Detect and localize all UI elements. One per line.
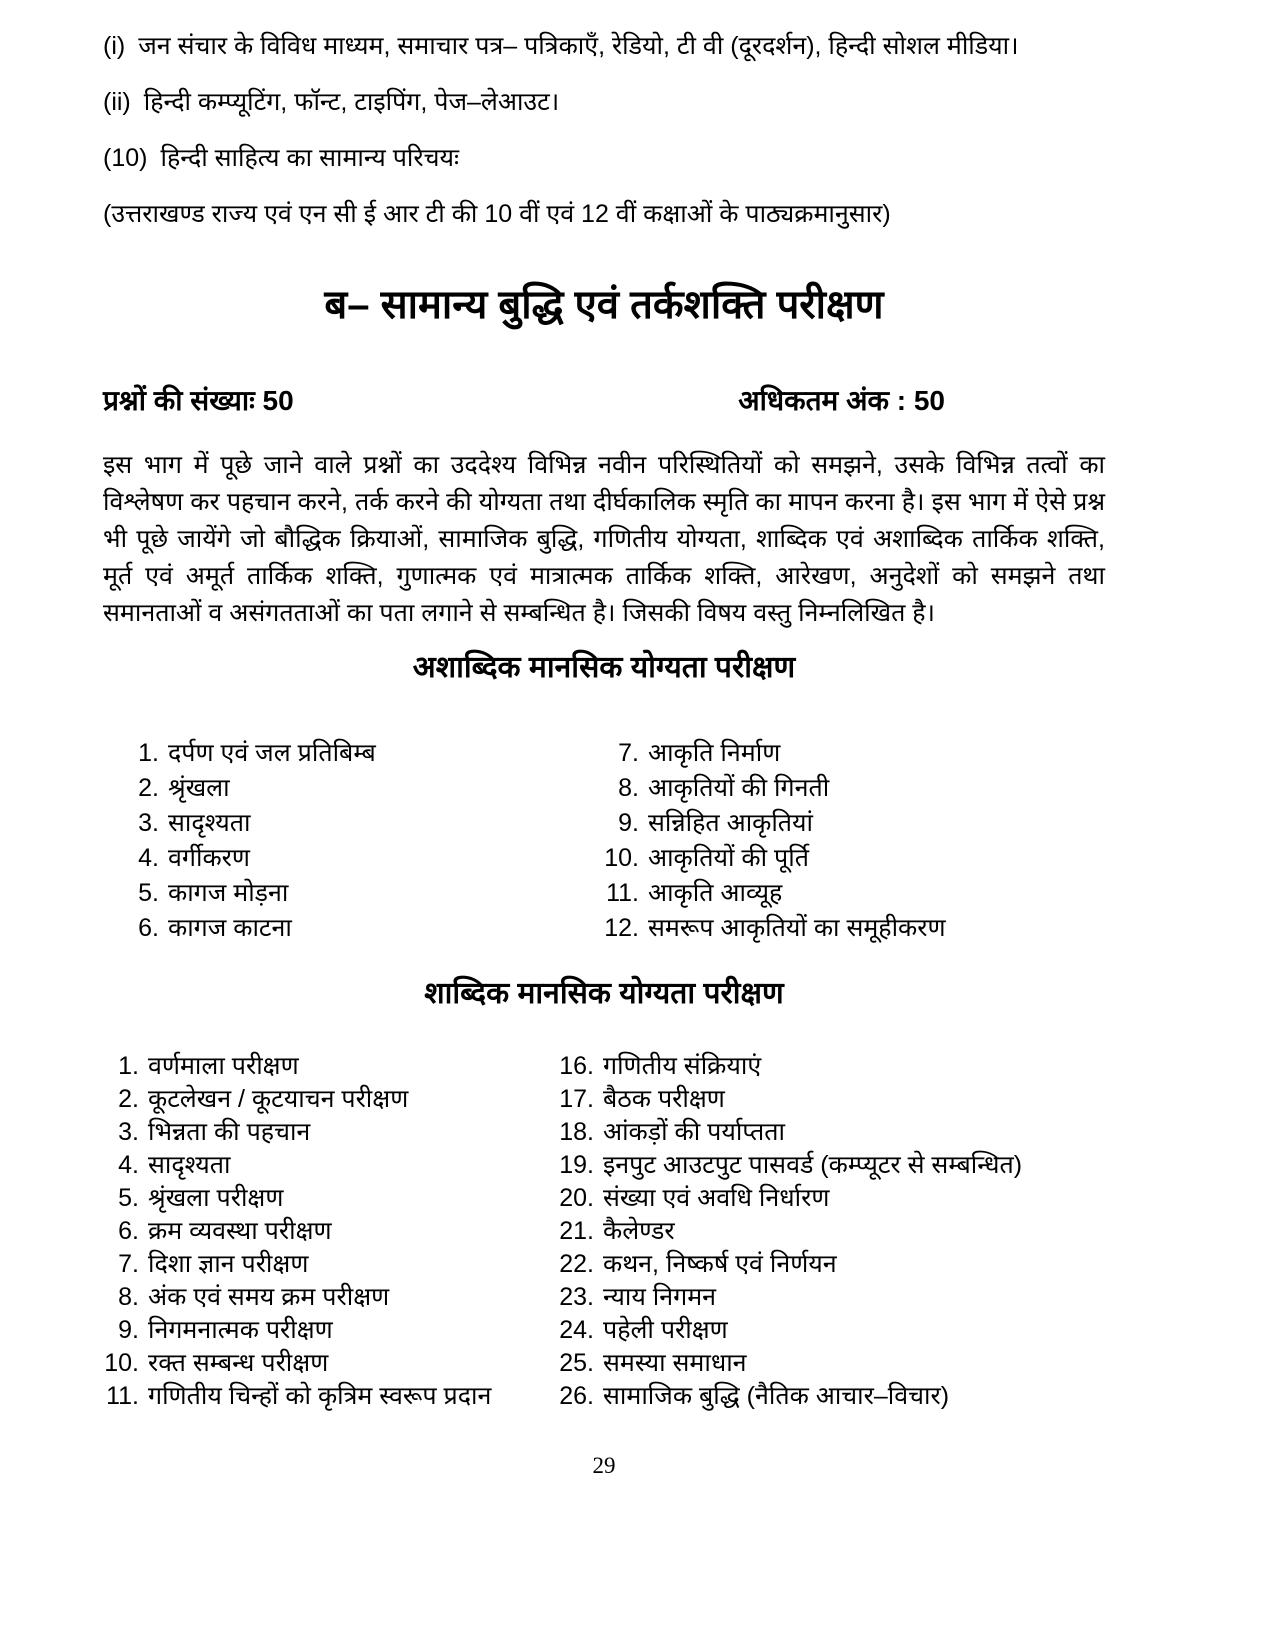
list-item [558, 1281, 1105, 1314]
list-item [603, 841, 1105, 876]
item-number: 11. [606, 879, 639, 907]
item-text: क्रम व्यवस्था परीक्षण [148, 1217, 332, 1245]
item-text: गणितीय चिन्हों को कृत्रिम स्वरूप प्रदान [148, 1382, 492, 1410]
item-text: आकृतियों की गिनती [648, 774, 830, 802]
item-number: 1. [118, 1052, 139, 1080]
item-text: कथन, निष्कर्ष एवं निर्णयन [603, 1250, 837, 1278]
list-item [558, 1083, 1105, 1116]
list-item [603, 806, 1105, 841]
list-item [103, 1050, 558, 1083]
point-text: हिन्दी साहित्य का सामान्य परिचयः [160, 144, 460, 172]
list-item [103, 1116, 558, 1149]
list-item [103, 1083, 558, 1116]
list-item [103, 1281, 558, 1314]
item-text: कूटलेखन / कूटयाचन परीक्षण [148, 1085, 409, 1113]
item-text: पहेली परीक्षण [603, 1316, 728, 1344]
point-marker: (i) [103, 32, 126, 60]
item-text: निगमनात्मक परीक्षण [148, 1316, 333, 1344]
item-number: 10. [104, 1349, 139, 1377]
nonverbal-section-title: अशाब्दिक मानसिक योग्यता परीक्षण [412, 651, 796, 684]
item-text: रक्त सम्बन्ध परीक्षण [148, 1349, 329, 1377]
point-text: जन संचार के विविध माध्यम, समाचार पत्र– पत्रिकाएँ, रेडियो, टी वी (दूरदर्शन), हिन्दी सोशल मीडिया। [138, 32, 1019, 60]
list-item [558, 1314, 1105, 1347]
point-text: हिन्दी कम्प्यूटिंग, फॉन्ट, टाइपिंग, पेज–लेआउट। [143, 88, 560, 116]
max-marks-label: अधिकतम अंक : 50 [738, 385, 945, 416]
list-item [103, 1215, 558, 1248]
item-number: 21. [559, 1217, 594, 1245]
page-number: 29 [592, 1453, 616, 1478]
item-number: 5. [138, 879, 159, 907]
item-number: 4. [118, 1151, 139, 1179]
item-number: 9. [118, 1316, 139, 1344]
item-number: 12. [604, 914, 639, 942]
item-text: आकृतियों की पूर्ति [648, 844, 809, 872]
item-text: कागज काटना [168, 914, 292, 942]
item-number: 6. [138, 914, 159, 942]
item-text: समस्या समाधान [603, 1349, 747, 1377]
item-text: सामाजिक बुद्धि (नैतिक आचार–विचार) [603, 1382, 950, 1410]
item-number: 8. [618, 774, 639, 802]
item-text: समरूप आकृतियों का समूहीकरण [648, 914, 946, 942]
list-item [123, 911, 603, 946]
item-number: 18. [559, 1118, 594, 1146]
item-text: संख्या एवं अवधि निर्धारण [603, 1184, 830, 1212]
list-item [123, 841, 603, 876]
item-number: 7. [618, 739, 639, 767]
item-number: 3. [138, 809, 159, 837]
item-text: भिन्नता की पहचान [148, 1118, 311, 1146]
item-text: वर्गीकरण [168, 844, 250, 872]
item-text: बैठक परीक्षण [603, 1085, 725, 1113]
item-number: 7. [118, 1250, 139, 1278]
numbered-point [103, 24, 1105, 69]
item-number: 9. [618, 809, 639, 837]
item-text: कागज मोड़ना [168, 879, 289, 907]
intro-paragraph: इस भाग में पूछे जाने वाले प्रश्नों का उददेश्य विभिन्न नवीन परिस्थितियों को समझने, उसके विभिन्न तत्वों का विश्लेषण कर पहचान करने, तर्क करने की योग्यता तथा दीर्घकालिक स्मृति का मापन करना है। इस भाग में ऐसे प्रश्न भी पूछे जायेंगे जो बौद्धिक क्रियाओं, सामाजिक बुद्धि, गणितीय योग्यता, शाब्दिक एवं अशाब्दिक तार्किक शक्ति, मूर्त एवं अमूर्त तार्किक शक्ति, गुणात्मक एवं मात्रात्मक तार्किक शक्ति, आरेखण, अनुदेशों को समझने तथा समानताओं व असंगतताओं का पता लगाने से सम्बन्धित है। जिसकी विषय वस्तु निम्नलिखित है। [103, 451, 1105, 627]
list-item [123, 771, 603, 806]
item-number: 1. [138, 739, 159, 767]
list-item [558, 1248, 1105, 1281]
item-text: सादृश्यता [168, 809, 251, 837]
list-item [103, 1182, 558, 1215]
item-text: आकृति निर्माण [648, 739, 781, 767]
list-item [103, 1149, 558, 1182]
item-number: 6. [118, 1217, 139, 1245]
item-text: आकृति आव्यूह [648, 879, 783, 907]
list-item [603, 876, 1105, 911]
item-number: 16. [559, 1052, 594, 1080]
list-item [603, 911, 1105, 946]
item-text: श्रृंखला [168, 774, 230, 802]
item-text: न्याय निगमन [603, 1283, 717, 1311]
list-item [558, 1215, 1105, 1248]
item-number: 2. [118, 1085, 139, 1113]
item-text: इनपुट आउटपुट पासवर्ड (कम्प्यूटर से सम्बन्धित) [603, 1151, 1023, 1179]
nonverbal-lists [103, 736, 1105, 946]
verbal-lists [103, 1050, 1105, 1413]
list-item [558, 1182, 1105, 1215]
item-number: 10. [604, 844, 639, 872]
item-number: 22. [559, 1250, 594, 1278]
item-number: 8. [118, 1283, 139, 1311]
list-item [558, 1347, 1105, 1380]
questions-marks-row [103, 383, 1105, 419]
syllabus-note: (उत्तराखण्ड राज्य एवं एन सी ई आर टी की 10 वीं एवं 12 वीं कक्षाओं के पाठ्यक्रमानुसार) [103, 200, 891, 228]
list-item [603, 771, 1105, 806]
numbered-point [103, 136, 1105, 181]
item-text: वर्णमाला परीक्षण [148, 1052, 299, 1080]
verbal-list-right [558, 1050, 1105, 1413]
item-text: कैलेण्डर [603, 1217, 675, 1245]
item-number: 4. [138, 844, 159, 872]
item-number: 24. [559, 1316, 594, 1344]
item-number: 23. [559, 1283, 594, 1311]
item-text: सादृश्यता [148, 1151, 231, 1179]
list-item [558, 1116, 1105, 1149]
item-number: 2. [138, 774, 159, 802]
list-item [103, 1347, 558, 1380]
item-text: श्रृंखला परीक्षण [148, 1184, 284, 1212]
list-item [558, 1149, 1105, 1182]
numbered-point [103, 80, 1105, 125]
item-number: 5. [118, 1184, 139, 1212]
list-item [103, 1380, 558, 1413]
item-number: 3. [118, 1118, 139, 1146]
item-number: 11. [106, 1382, 139, 1410]
list-item [123, 876, 603, 911]
item-number: 17. [559, 1085, 594, 1113]
item-text: गणितीय संक्रियाएं [603, 1052, 762, 1080]
top-points-list [103, 24, 1105, 181]
list-item [558, 1380, 1105, 1413]
nonverbal-list-left [123, 736, 603, 946]
item-text: दर्पण एवं जल प्रतिबिम्ब [168, 739, 376, 767]
list-item [558, 1050, 1105, 1083]
list-item [103, 1248, 558, 1281]
verbal-list-left [103, 1050, 558, 1413]
list-item [123, 806, 603, 841]
section-b-title: ब– सामान्य बुद्धि एवं तर्कशक्ति परीक्षण [324, 283, 884, 327]
item-number: 26. [559, 1382, 594, 1410]
list-item [123, 736, 603, 771]
item-text: दिशा ज्ञान परीक्षण [148, 1250, 309, 1278]
questions-count-label: प्रश्नों की संख्याः 50 [103, 385, 294, 416]
item-number: 19. [559, 1151, 594, 1179]
point-marker: (10) [103, 144, 148, 172]
verbal-section-title: शाब्दिक मानसिक योग्यता परीक्षण [424, 977, 784, 1010]
nonverbal-list-right [603, 736, 1105, 946]
item-text: आंकड़ों की पर्याप्तता [603, 1118, 786, 1146]
list-item [603, 736, 1105, 771]
item-number: 25. [559, 1349, 594, 1377]
point-marker: (ii) [103, 88, 131, 116]
item-number: 20. [559, 1184, 594, 1212]
item-text: अंक एवं समय क्रम परीक्षण [148, 1283, 390, 1311]
list-item [103, 1314, 558, 1347]
item-text: सन्निहित आकृतियां [648, 809, 814, 837]
